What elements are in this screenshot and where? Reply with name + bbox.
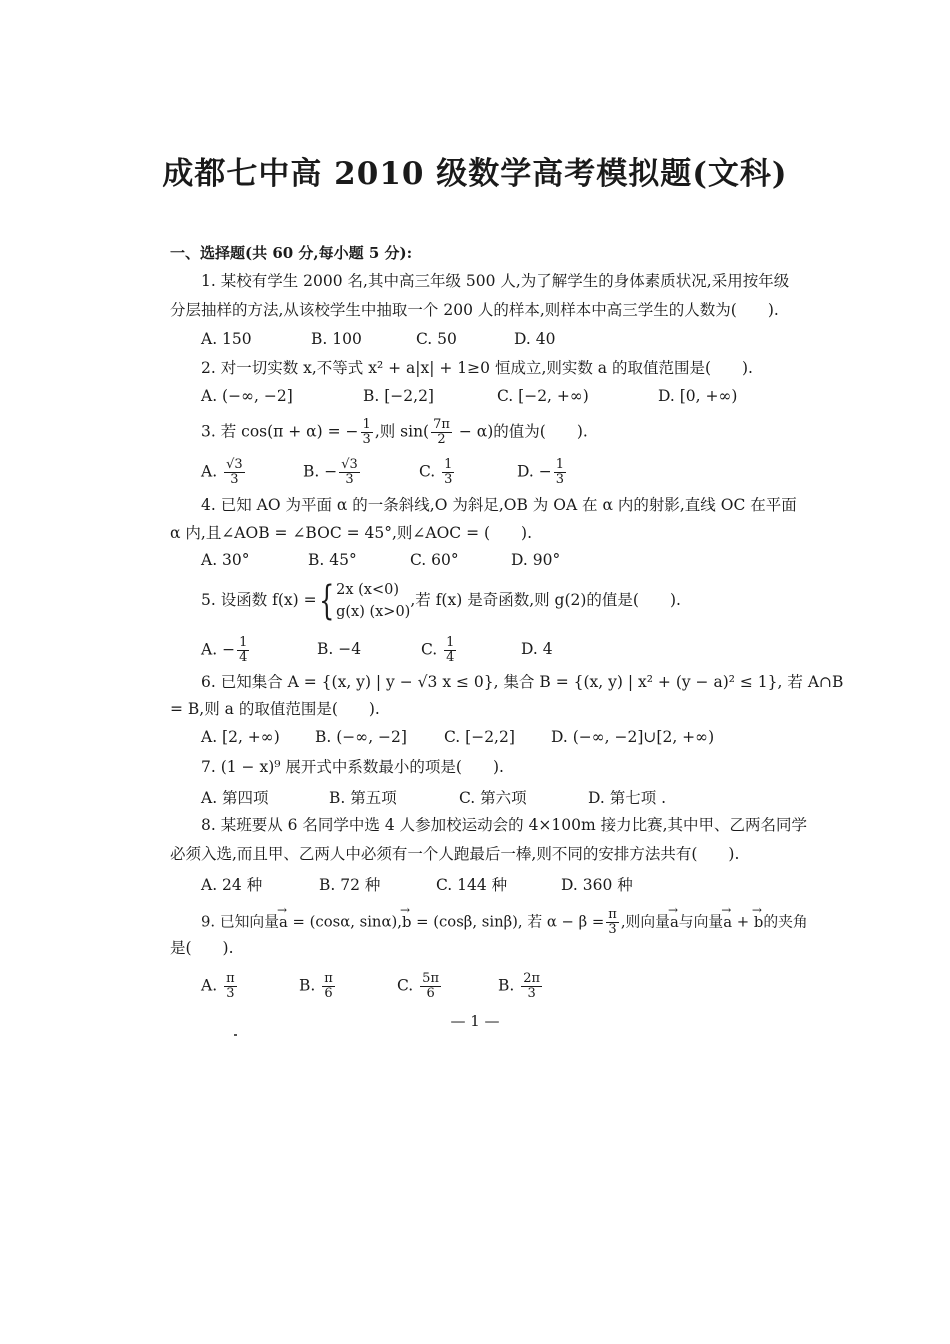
question-8-line-2: 必须入选,而且甲、乙两人中必须有一个人跑最后一棒,则不同的安排方法共有( ). (170, 845, 740, 863)
option-a (201, 636, 251, 665)
question-6-line-2: = B,则 a 的取值范围是( ). (170, 700, 380, 718)
option-a: A. 150 (201, 330, 252, 348)
option-a: A. 30° (201, 551, 250, 569)
option-d: D. [0, +∞) (658, 387, 738, 405)
option-a (201, 458, 247, 487)
piecewise-function (317, 579, 411, 623)
question-1-line-2: 分层抽样的方法,从该校学生中抽取一个 200 人的样本,则样本中高三学生的人数为( ). (170, 301, 779, 319)
fraction-denominator: 3 (527, 986, 536, 1001)
option-label: A. (201, 462, 218, 481)
brace-glyph: { (318, 578, 335, 624)
option-label: B. (498, 976, 515, 995)
fraction-denominator: 3 (226, 986, 235, 1001)
fraction-numerator: √3 (226, 457, 243, 472)
option-label: B. (303, 462, 320, 481)
option-label: D. (517, 462, 534, 481)
fraction-numerator: 1 (446, 635, 455, 650)
option-c: C. 50 (416, 330, 457, 348)
option-label: C. (419, 462, 436, 481)
q3-text-post: − α)的值为( ). (453, 422, 588, 441)
option-c: C. [−2,2] (444, 728, 515, 746)
question-4-line-2: α 内,且∠AOB = ∠BOC = 45°,则∠AOC = ( ). (170, 524, 533, 542)
option-a: A. 24 种 (201, 876, 263, 894)
fraction-denominator: 3 (345, 472, 354, 487)
fraction (606, 908, 619, 937)
fraction-denominator: 3 (555, 472, 565, 487)
option-d: D. (−∞, −2]∪[2, +∞) (551, 728, 715, 746)
vector-b: → b (402, 913, 411, 933)
fraction (237, 636, 249, 665)
page-number: — 1 — (450, 1012, 500, 1030)
question-8-line-1: 8. 某班要从 6 名同学中选 4 人参加校运动会的 4×100m 接力比赛,其中甲、乙两名同学 (201, 816, 808, 834)
question-2-line-1: 2. 对一切实数 x,不等式 x² + a|x| + 1≥0 恒成立,则实数 a 的取值范围是( ). (201, 359, 753, 377)
fraction (322, 972, 335, 1001)
section-heading: 一、选择题(共 60 分,每小题 5 分): (170, 244, 413, 262)
case-1: 2x (x<0) (336, 582, 399, 598)
option-c: C. 144 种 (436, 876, 508, 894)
fraction-denominator: 3 (230, 472, 239, 487)
option-sign: − (222, 640, 236, 659)
fraction-numerator: π (608, 907, 617, 922)
option-d: D. 4 (521, 640, 553, 658)
question-6-line-1: 6. 已知集合 A = {(x, y) | y − √3 x ≤ 0}, 集合 B = {(x, y) | x² + (y − a)² ≤ 1}, 若 A∩B (201, 673, 844, 691)
question-4-line-1: 4. 已知 AO 为平面 α 的一条斜线,O 为斜足,OB 为 OA 在 α 内的射影,直线 OC 在平面 (201, 496, 797, 514)
fraction (521, 972, 542, 1001)
piecewise-cases (336, 579, 410, 623)
option-label: A. (201, 976, 218, 995)
q9-text-6: 的夹角 (763, 913, 808, 931)
fraction-numerator: 1 (362, 417, 371, 432)
fraction (431, 418, 452, 447)
page-title: 成都七中高 2010 级数学高考模拟题(文科) (162, 156, 788, 192)
option-d: D. 第七项 . (588, 789, 667, 807)
option-b: B. 72 种 (319, 876, 381, 894)
q5-text-post: ,若 f(x) 是奇函数,则 g(2)的值是( ). (410, 591, 681, 609)
option-a: A. (−∞, −2] (201, 387, 293, 405)
q9-plus: + (732, 913, 754, 931)
q9-text-pre: 9. 已知向量 (201, 913, 280, 931)
q3-text-pre: 3. 若 cos(π + α) = − (201, 422, 359, 441)
vector-a: → a (670, 913, 679, 933)
option-label: B. (299, 976, 316, 995)
option-b: B. 100 (311, 330, 362, 348)
fraction-numerator: 1 (444, 457, 453, 472)
q9-text-4: ,则向量 (620, 913, 670, 931)
q5-text-pre: 5. 设函数 f(x) = (201, 591, 317, 609)
option-d: D. 90° (511, 551, 561, 569)
q9-text-2: = (cosα, sinα), (287, 913, 402, 931)
option-a (201, 972, 239, 1001)
case-2: g(x) (x>0) (336, 604, 411, 620)
option-b: B. 45° (308, 551, 357, 569)
question-1-line-1: 1. 某校有学生 2000 名,其中高三年级 500 人,为了解学生的身体素质状况,采用按年级 (201, 272, 790, 290)
option-a: A. 第四项 (201, 789, 269, 807)
option-label: A. (201, 640, 218, 659)
option-b (299, 972, 337, 1001)
fraction (420, 972, 441, 1001)
option-c (419, 458, 456, 487)
fraction (444, 636, 456, 665)
vector-a: → a (279, 913, 288, 933)
option-c (397, 972, 443, 1001)
q3-text-mid: ,则 sin( (374, 422, 430, 441)
fraction-numerator: 1 (239, 635, 248, 650)
fraction-denominator: 3 (444, 472, 453, 487)
option-c (421, 636, 458, 665)
q9-text-3: = (cosβ, sinβ), 若 α − β = (411, 913, 605, 931)
fraction-numerator: 1 (555, 457, 565, 472)
fraction-denominator: 6 (426, 986, 435, 1001)
fraction-denominator: 4 (239, 650, 248, 665)
option-b: B. −4 (317, 640, 362, 658)
fraction (339, 458, 360, 487)
option-sign: − (324, 462, 338, 481)
fraction-denominator: 3 (608, 922, 617, 937)
fraction-denominator: 3 (362, 432, 371, 447)
option-a: A. [2, +∞) (201, 728, 280, 746)
fraction (442, 458, 454, 487)
vector-b: → b (754, 913, 763, 933)
option-c: C. 第六项 (459, 789, 527, 807)
option-c: C. [−2, +∞) (497, 387, 589, 405)
vector-a: → a (723, 913, 732, 933)
fraction (554, 458, 566, 487)
question-7-line-1: 7. (1 − x)⁹ 展开式中系数最小的项是( ). (201, 758, 504, 776)
fraction (361, 418, 373, 447)
option-b: B. [−2,2] (363, 387, 434, 405)
fraction-numerator: 5π (422, 971, 439, 986)
question-3-line-1 (201, 418, 588, 447)
fraction-numerator: 2π (523, 971, 541, 986)
option-d (498, 972, 544, 1001)
option-label: C. (421, 640, 438, 659)
option-b: B. (−∞, −2] (315, 728, 407, 746)
fraction (224, 458, 245, 487)
fraction-numerator: √3 (341, 457, 358, 472)
q9-text-5: 与向量 (678, 913, 724, 931)
option-sign: − (538, 462, 552, 481)
option-d: D. 360 种 (561, 876, 633, 894)
option-b: B. 第五项 (329, 789, 397, 807)
option-b (303, 458, 362, 487)
scan-speck (234, 1034, 237, 1036)
fraction-denominator: 6 (324, 986, 333, 1001)
fraction (224, 972, 237, 1001)
option-c: C. 60° (410, 551, 459, 569)
option-d (517, 458, 568, 487)
option-label: C. (397, 976, 414, 995)
question-9-line-1 (201, 908, 808, 937)
fraction-numerator: π (324, 971, 333, 986)
option-d: D. 40 (514, 330, 556, 348)
fraction-numerator: 7π (433, 417, 450, 432)
question-5-line-1 (201, 576, 681, 624)
fraction-numerator: π (226, 971, 235, 986)
fraction-denominator: 2 (437, 432, 446, 447)
question-9-line-2: 是( ). (170, 939, 234, 957)
fraction-denominator: 4 (446, 650, 455, 665)
